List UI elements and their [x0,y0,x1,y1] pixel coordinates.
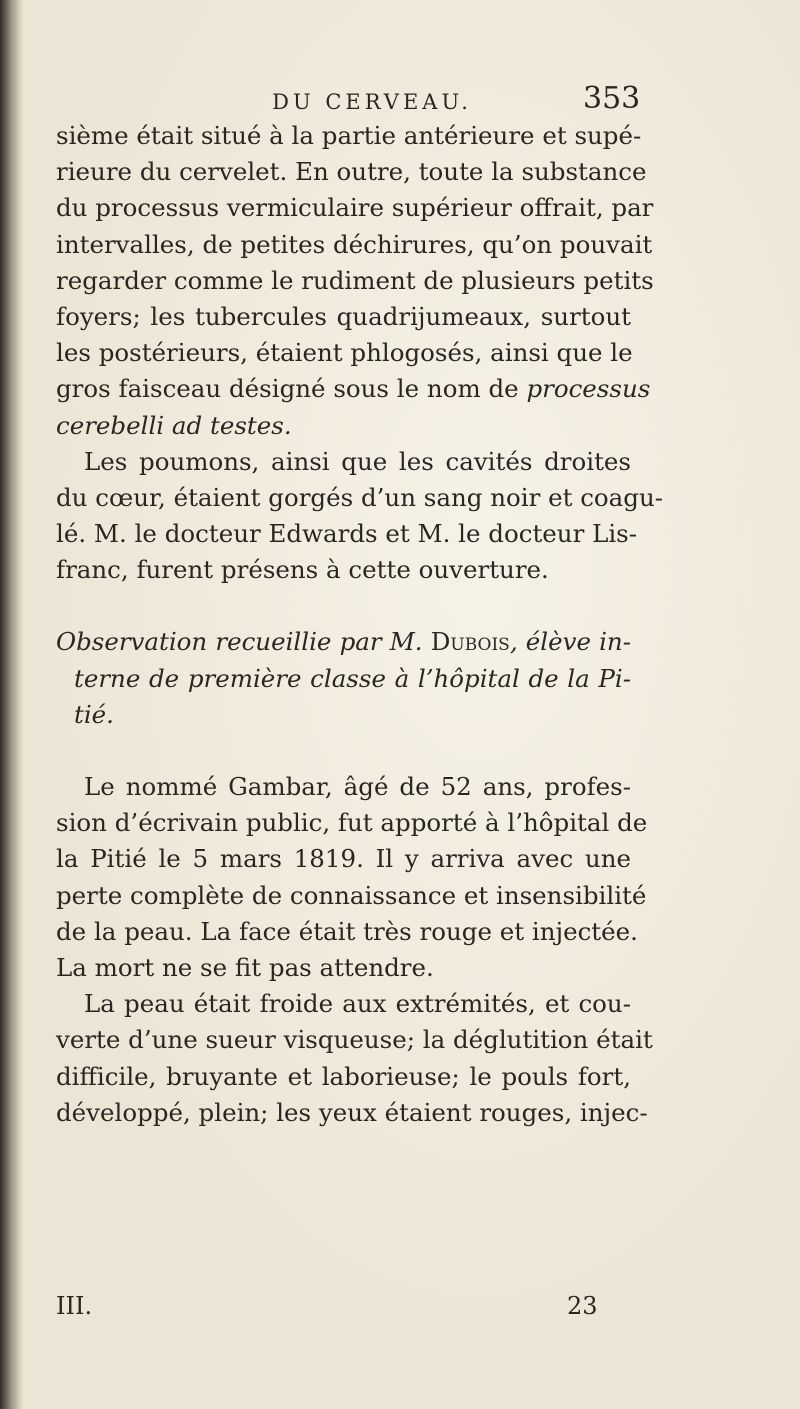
text-line: les postérieurs, étaient phlogosés, ainsi que le [56,338,633,368]
text-line [56,408,631,444]
text-line: développé, plein; les yeux étaient rouges, injec- [56,1097,648,1127]
binding-gutter [0,0,24,1409]
page-number: 353 [583,81,641,116]
text-line: Le nommé Gambar, âgé de 52 ans, profes- [84,772,631,801]
text-line: perte complète de connaissance et insensibilité [56,880,647,910]
text-line [56,371,651,407]
latin-term: cerebelli ad testes. [56,410,292,440]
heading-segment: Observation recueillie par M. [56,627,431,657]
running-title: DU CERVEAU. [272,90,472,114]
text-line: franc, furent présens à cette ouverture. [56,555,549,585]
text-line: Les poumons, ainsi que les cavités droites [84,446,631,476]
observation-heading-line [56,661,631,697]
running-head [0,82,800,122]
volume-mark: III. [56,1292,93,1320]
sheet-number: 23 [567,1292,598,1320]
signature-line [0,1288,800,1324]
text-line: La peau était froide aux extrémités, et cou- [84,989,631,1019]
text-line: lé. M. le docteur Edwards et M. le docteur Lis- [56,519,638,549]
author-name: Dubois [430,627,510,657]
text-line: du cœur, étaient gorgés d’un sang noir et coagu- [56,482,664,512]
text-line: difficile, bruyante et laborieuse; le pouls fort, [56,1061,631,1091]
text-line: du processus vermiculaire supérieur offrait, par [56,193,654,223]
text-segment: gros faisceau désigné sous le nom de [56,374,527,404]
text-line: regarder comme le rudiment de plusieurs petits [56,265,654,295]
text-line: sième était situé à la partie antérieure et supé- [56,121,642,150]
text-line: intervalles, de petites déchirures, qu’on pouvait [56,229,653,259]
heading-segment: terne de première classe à l’hôpital de la Pi- [74,663,631,693]
observation-heading [56,624,631,660]
text-line: la Pitié le 5 mars 1819. Il y arriva avec une [56,844,631,874]
text-line: La mort ne se fit pas attendre. [56,952,434,982]
heading-segment: , élève in- [509,627,631,657]
observation-heading-line [56,697,631,733]
text-line: sion d’écrivain public, fut apporté à l’hôpital de [56,808,648,838]
latin-term: processus [526,374,651,404]
body-text [56,118,664,1131]
text-line: foyers; les tubercules quadrijumeaux, surtout [56,301,631,331]
text-line: verte d’une sueur visqueuse; la déglutition était [56,1025,653,1055]
text-line: de la peau. La face était très rouge et injectée. [56,916,638,946]
heading-segment: tié. [74,699,114,729]
text-line: rieure du cervelet. En outre, toute la substance [56,157,647,187]
